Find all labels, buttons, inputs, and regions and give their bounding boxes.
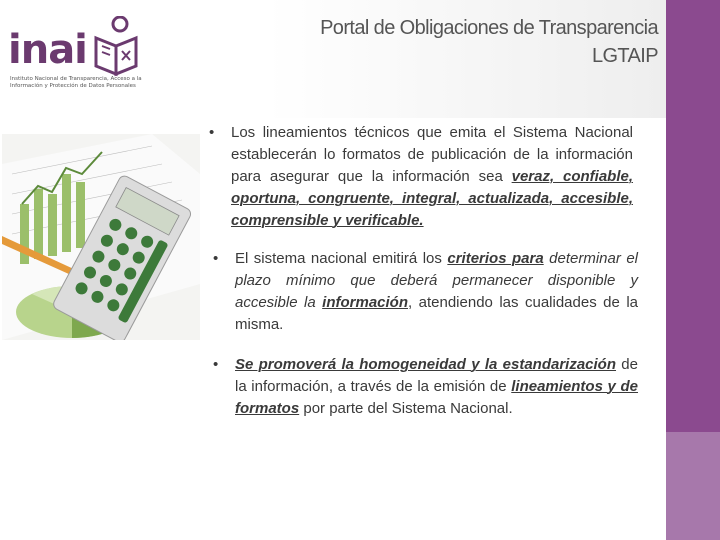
bullet-symbol: •: [209, 124, 215, 141]
logo-subtitle: Instituto Nacional de Transparencia, Acceso a la Información y Protección de Datos Personales: [10, 76, 142, 89]
bullet-symbol: •: [213, 356, 219, 373]
emphasis-text: criterios para: [447, 250, 544, 267]
bullet-lineamientos: • Los lineamientos técnicos que emita el Sistema Nacional establecerán lo formatos de publicación de la información para asegurar que la información sea veraz, confiable, oportuna, congruente, integral, actualizada, accesible, comprensible y verificable.: [209, 124, 633, 229]
side-accent-bar-bottom: [666, 432, 720, 540]
logo-wordmark: inai: [8, 27, 87, 73]
bullet-symbol: •: [213, 250, 219, 267]
italic-text: determinar el plazo mínimo que deberá permanecer disponible y accesible la: [235, 250, 638, 311]
page-title: Portal de Obligaciones de Transparencia LGTAIP: [320, 17, 658, 67]
calculator-charts-photo: [2, 134, 200, 340]
emphasis-text: Se promoverá la homogeneidad y la estandarización: [235, 356, 617, 373]
emphasis-text: información: [322, 294, 408, 311]
emphasis-text: lineamientos y de formatos: [235, 378, 639, 417]
side-accent-bar: [666, 0, 720, 540]
bullet-criterios: • El sistema nacional emitirá los criterios para determinar el plazo mínimo que deberá permanecer disponible y accesible la información, atendiendo las cualidades de la misma.: [213, 250, 639, 333]
book-person-icon: [90, 16, 142, 78]
side-accent-bar-top: [666, 0, 720, 432]
inai-logo: [8, 16, 148, 96]
emphasis-text: veraz, confiable, oportuna, congruente, integral, actualizada, accesible, comprensible y verificable.: [231, 168, 633, 229]
bullet-homogeneidad: • Se promoverá la homogeneidad y la estandarización de la información, a través de la emisión de lineamientos y de formatos por parte del Sistema Nacional.: [213, 356, 639, 417]
